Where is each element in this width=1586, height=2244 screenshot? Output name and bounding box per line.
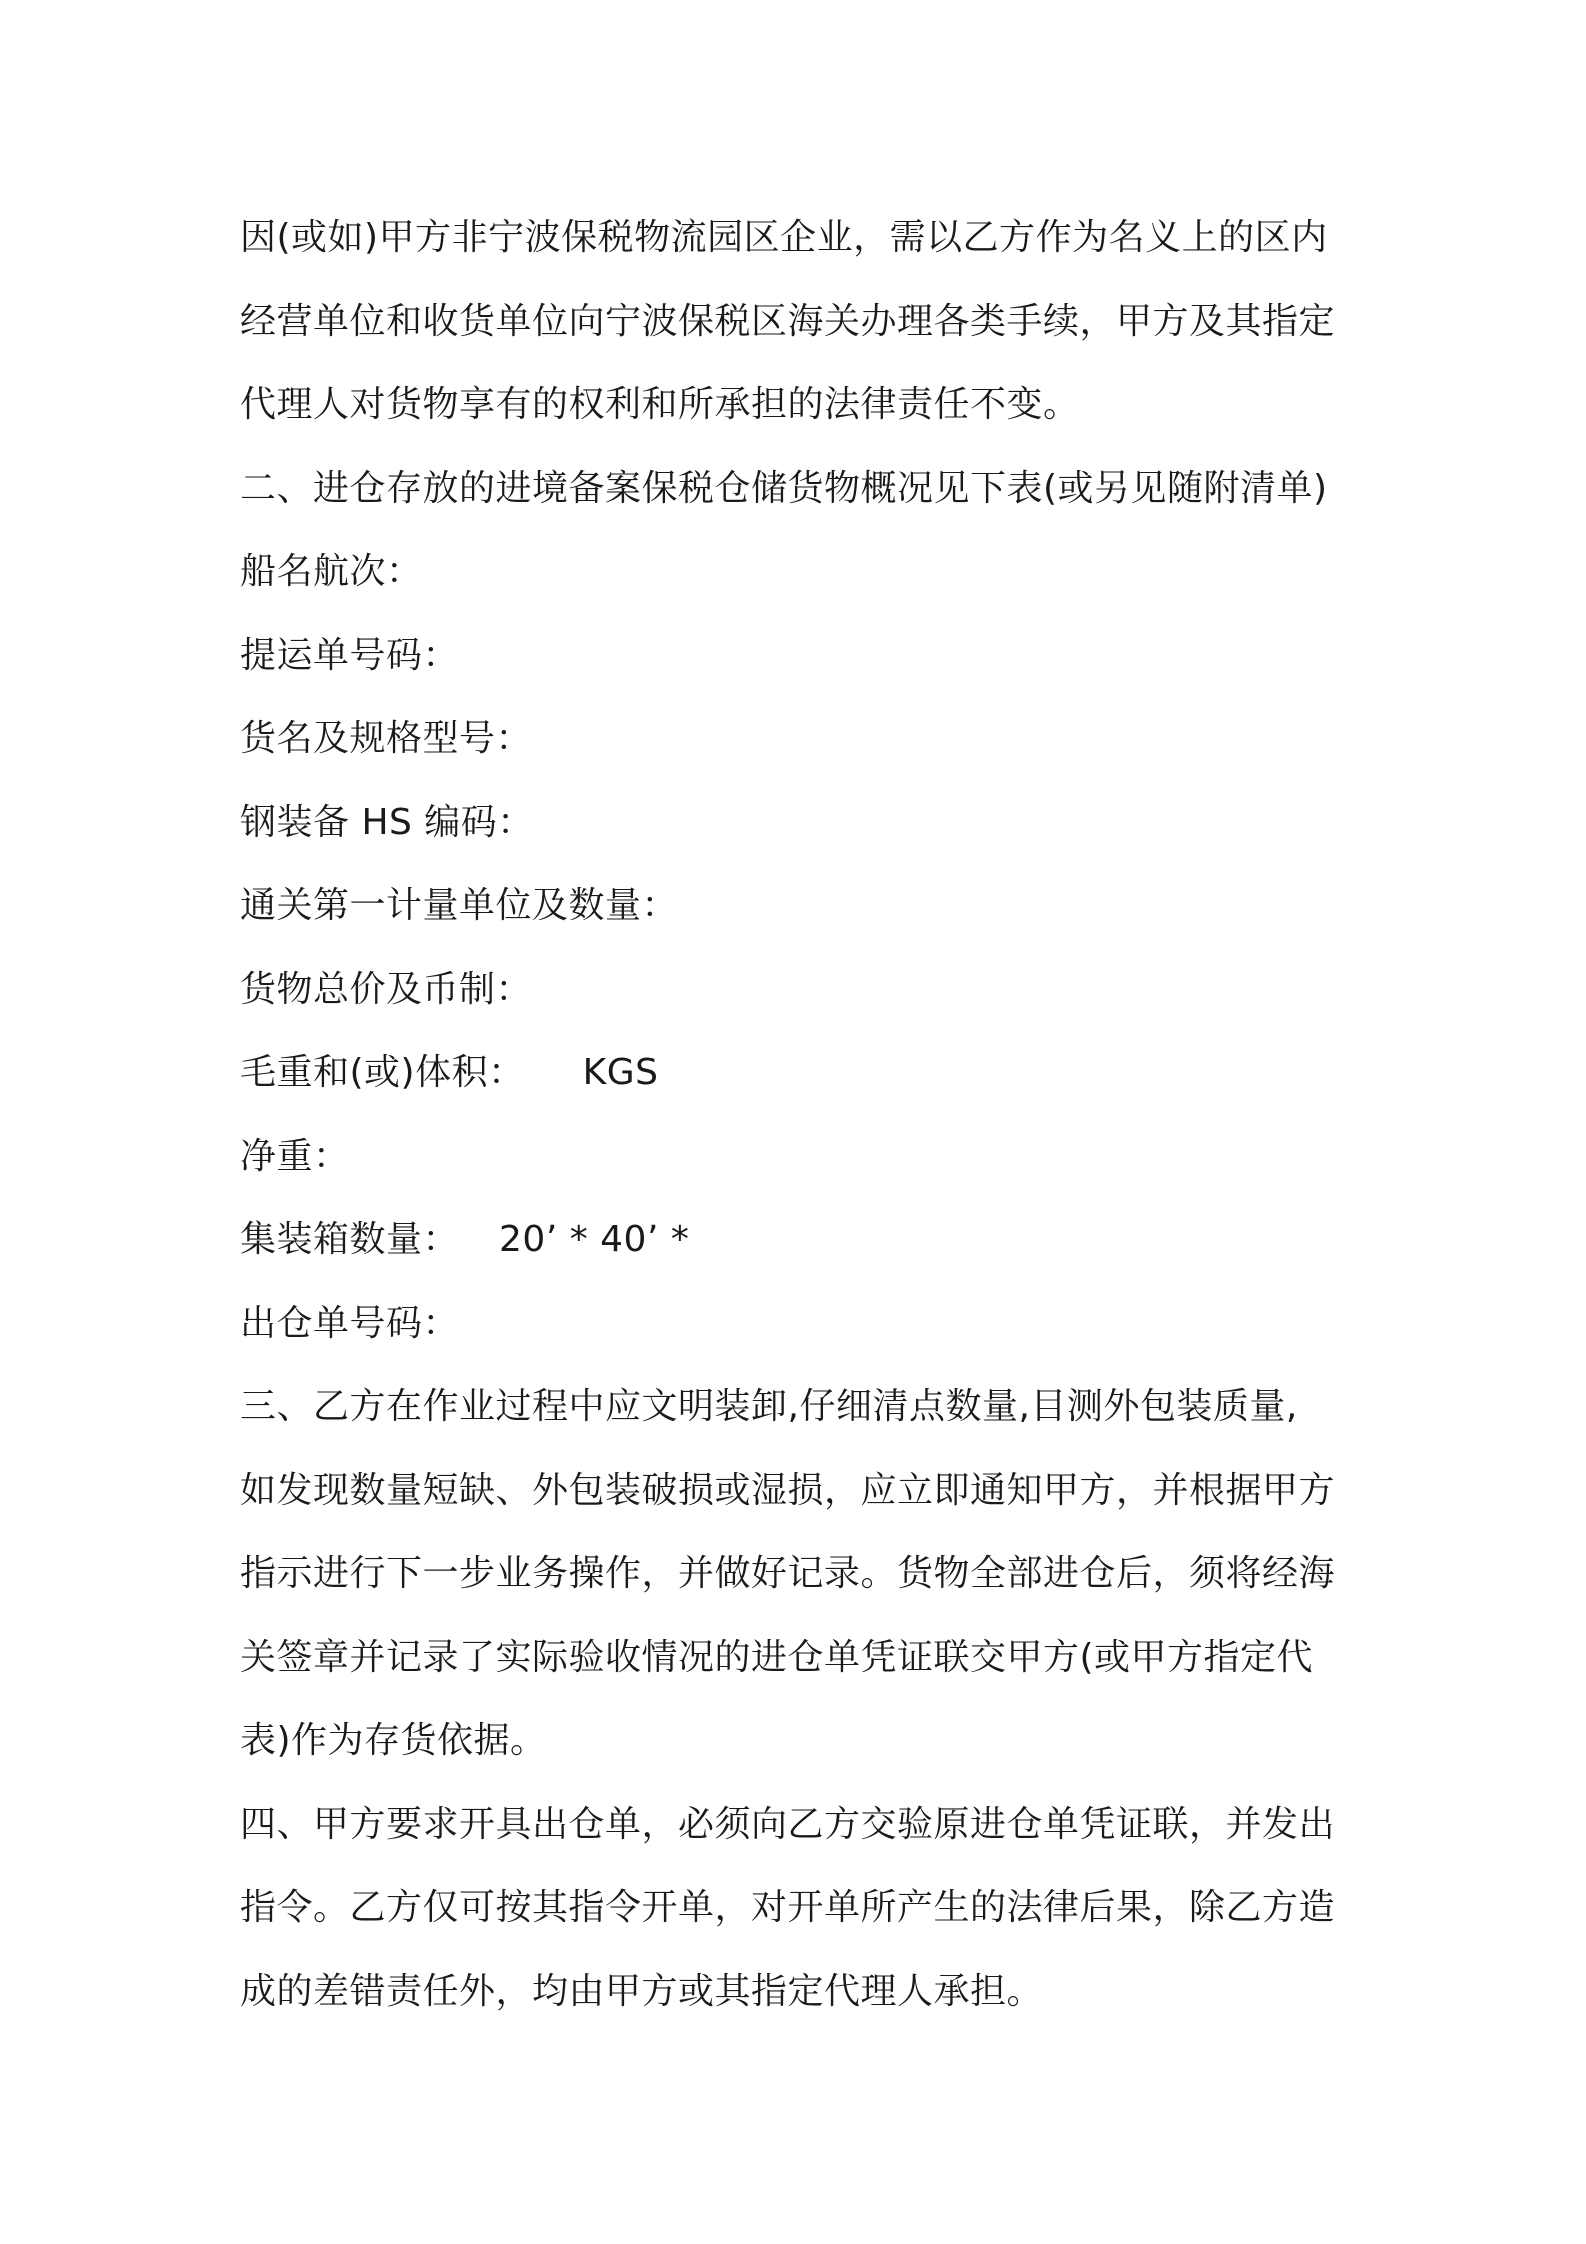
- hs-code-field: 钢装备 HS 编码：: [240, 801, 534, 843]
- gross-weight-field: [240, 1031, 1360, 1115]
- paragraph-line: 代理人对货物享有的权利和所承担的法律责任不变。: [240, 384, 1080, 425]
- bill-of-lading-field: 提运单号码：: [240, 634, 460, 676]
- vessel-voyage-field: 船名航次：: [240, 551, 423, 592]
- section-three-line: 表)作为存货依据。: [240, 1720, 547, 1761]
- section-four-line: 成的差错责任外，均由甲方或其指定代理人承担。: [240, 1970, 1044, 2012]
- container-count-label: 集装箱数量：: [240, 1219, 460, 1260]
- goods-spec-field: 货名及规格型号：: [240, 718, 533, 759]
- section-four-line: 四、甲方要求开具出仓单，必须向乙方交验原进仓单凭证联，并发出: [240, 1803, 1336, 1845]
- container-count-field: [240, 1198, 1360, 1282]
- section-three-line: 三、乙方在作业过程中应文明装卸,仔细清点数量,目测外包装质量,: [240, 1386, 1298, 1427]
- outbound-number-field: 出仓单号码：: [240, 1302, 460, 1344]
- net-weight-field: 净重：: [240, 1135, 350, 1177]
- section-three-line: 如发现数量短缺、外包装破损或湿损，应立即通知甲方，并根据甲方: [240, 1469, 1336, 1511]
- paragraph-line: 因(或如)甲方非宁波保税物流园区企业，需以乙方作为名义上的区内: [240, 217, 1328, 258]
- document-body: [240, 196, 1360, 2033]
- gross-weight-unit: KGS: [582, 1052, 659, 1093]
- section-three-line: 关签章并记录了实际验收情况的进仓单凭证联交甲方(或甲方指定代: [240, 1636, 1314, 1678]
- customs-unit-quantity-field: 通关第一计量单位及数量：: [240, 885, 679, 926]
- gross-weight-label: 毛重和(或)体积：: [240, 1052, 525, 1093]
- section-three-line: 指示进行下一步业务操作，并做好记录。货物全部进仓后，须将经海: [240, 1553, 1336, 1594]
- container-count-value: 20’ * 40’ *: [499, 1219, 690, 1260]
- section-four-line: 指令。乙方仅可按其指令开单，对开单所产生的法律后果，除乙方造: [240, 1887, 1336, 1928]
- total-price-currency-field: 货物总价及币制：: [240, 968, 533, 1010]
- paragraph-line: 经营单位和收货单位向宁波保税区海关办理各类手续，甲方及其指定: [240, 300, 1336, 342]
- section-two-heading: 二、进仓存放的进境备案保税仓储货物概况见下表(或另见随附清单): [240, 467, 1328, 509]
